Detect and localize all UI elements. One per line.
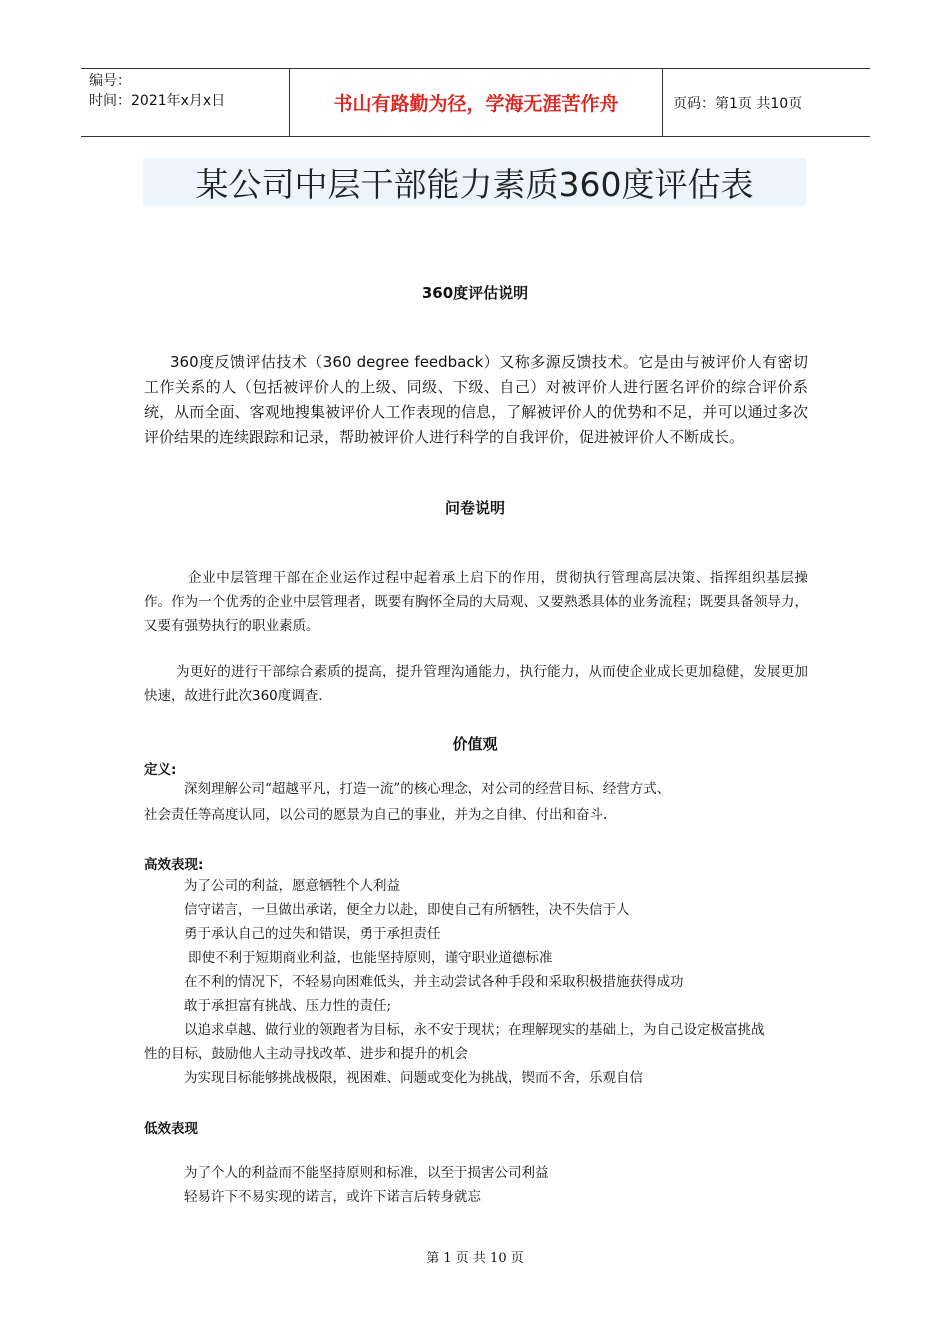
high-item: 在不利的情况下，不轻易向困难低头，并主动尝试各种手段和采取积极措施获得成功	[184, 974, 684, 990]
high-item: 为实现目标能够挑战极限，视困难、问题或变化为挑战，锲而不舍，乐观自信	[184, 1070, 643, 1086]
document-title: 某公司中层干部能力素质360度评估表	[143, 158, 806, 206]
definition-label: 定义:	[144, 762, 177, 778]
questionnaire-para-2: 为更好的进行干部综合素质的提高，提升管理沟通能力，执行能力，从而使企业成长更加稳健，发展更加快速，故进行此次360度调查.	[144, 664, 808, 704]
section-heading-questionnaire: 问卷说明	[444, 499, 505, 517]
questionnaire-para-1: 企业中层管理干部在企业运作过程中起着承上启下的作用，贯彻执行管理高层决策、指挥组织基层操作。作为一个优秀的企业中层管理者，既要有胸怀全局的大局观、又要熟悉具体的业务流程；既要具备领导力，又要有强势执行的职业素质。	[144, 570, 808, 634]
header-page-info: 页码：第1页 共10页	[673, 95, 803, 112]
high-item: 信守诺言，一旦做出承诺，便全力以赴，即使自己有所牺牲，决不失信于人	[184, 902, 630, 918]
high-item: 敢于承担富有挑战、压力性的责任;	[184, 998, 392, 1014]
low-item: 轻易许下不易实现的诺言，或许下诺言后转身就忘	[184, 1189, 481, 1205]
high-performance-label: 高效表现:	[144, 857, 204, 873]
high-item: 勇于承认自己的过失和错误，勇于承担责任	[184, 926, 441, 942]
date-label: 时间：2021年x月x日	[89, 93, 226, 109]
low-item: 为了个人的利益而不能坚持原则和标准，以至于损害公司利益	[184, 1165, 549, 1181]
low-performance-label: 低效表现	[144, 1121, 198, 1137]
header-meta-cell	[81, 69, 290, 136]
header-motto: 书山有路勤为径，学海无涯苦作舟	[290, 69, 663, 136]
page-footer: 第 1 页 共 10 页	[426, 1251, 524, 1266]
high-item: 以追求卓越、做行业的领跑者为目标，永不安于现状；在理解现实的基础上，为自己设定极富挑战	[184, 1022, 765, 1038]
section-heading-values: 价值观	[452, 735, 498, 753]
section-heading-360: 360度评估说明	[421, 284, 529, 302]
definition-line-2: 社会责任等高度认同，以公司的愿景为自己的事业，并为之自律、付出和奋斗.	[144, 807, 608, 823]
high-item: 为了公司的利益，愿意牺牲个人利益	[184, 878, 400, 894]
number-label: 编号：	[89, 73, 131, 89]
header-table	[81, 68, 870, 137]
section-360-body: 360度反馈评估技术（360 degree feedback）又称多源反馈技术。它是由与被评价人有密切工作关系的人（包括被评价人的上级、同级、下级、自己）对被评价人进行匿名评价的综合评价系统，从而全面、客观地搜集被评价人工作表现的信息，了解被评价人的优势和不足，并可以通过多次评价结果的连续跟踪和记录，帮助被评价人进行科学的自我评价，促进被评价人不断成长。	[144, 353, 808, 446]
high-item: 性的目标，鼓励他人主动寻找改革、进步和提升的机会	[144, 1046, 468, 1062]
high-item: 即使不利于短期商业利益，也能坚持原则，谨守职业道德标准	[188, 950, 553, 966]
definition-line-1: 深刻理解公司“超越平凡，打造一流”的核心理念，对公司的经营目标、经营方式、	[184, 781, 671, 797]
